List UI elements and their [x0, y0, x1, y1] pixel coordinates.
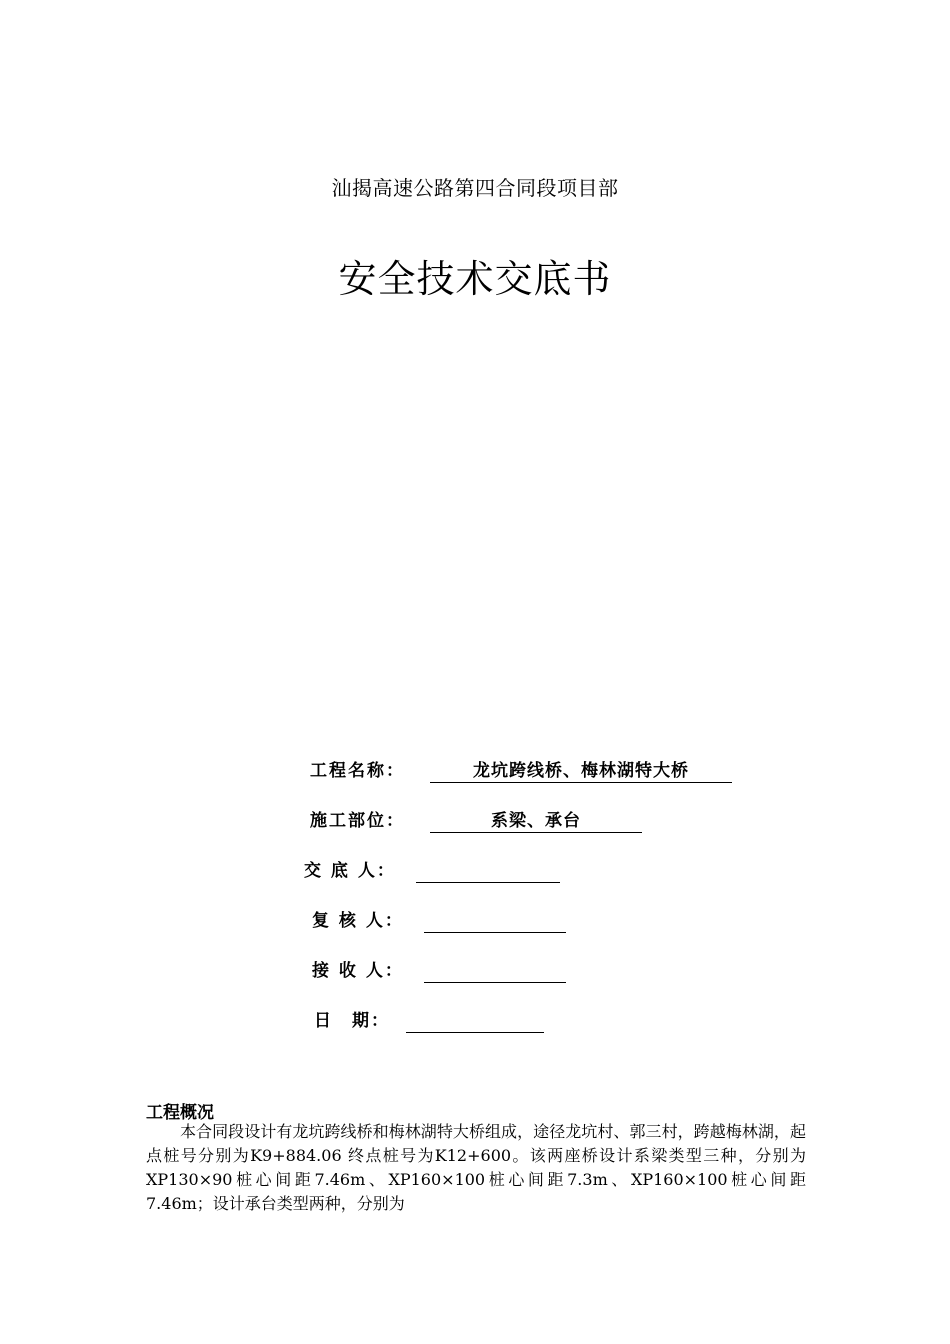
receiver-value — [424, 956, 566, 983]
location-value: 系梁、承台 — [430, 806, 642, 833]
overview-heading: 工程概况 — [146, 1103, 214, 1123]
briefer-value — [416, 856, 560, 883]
project-name-value: 龙坑跨线桥、梅林湖特大桥 — [430, 756, 732, 783]
receiver-label: 接 收 人： — [312, 961, 404, 981]
document-title: 安全技术交底书 — [338, 257, 612, 301]
date-label: 日 期： — [314, 1011, 390, 1031]
location-label: 施工部位： — [310, 811, 405, 831]
reviewer-value — [424, 906, 566, 933]
reviewer-label: 复 核 人： — [312, 911, 404, 931]
project-name-label: 工程名称： — [310, 761, 405, 781]
date-value — [406, 1006, 544, 1033]
overview-text: 本合同段设计有龙坑跨线桥和梅林湖特大桥组成，途径龙坑村、郭三村，跨越梅林湖，起点桩号分别为K9+884.06 终点桩号为K12+600。该两座桥设计系梁类型三种，分别为XP130×90桩心间距7.46m、XP160×100桩心间距7.3m、XP160×100桩心间距7.46m；设计承台类型两种，分别为 — [146, 1122, 806, 1213]
briefer-label: 交 底 人： — [304, 861, 396, 881]
organization-header: 汕揭高速公路第四合同段项目部 — [331, 176, 619, 200]
